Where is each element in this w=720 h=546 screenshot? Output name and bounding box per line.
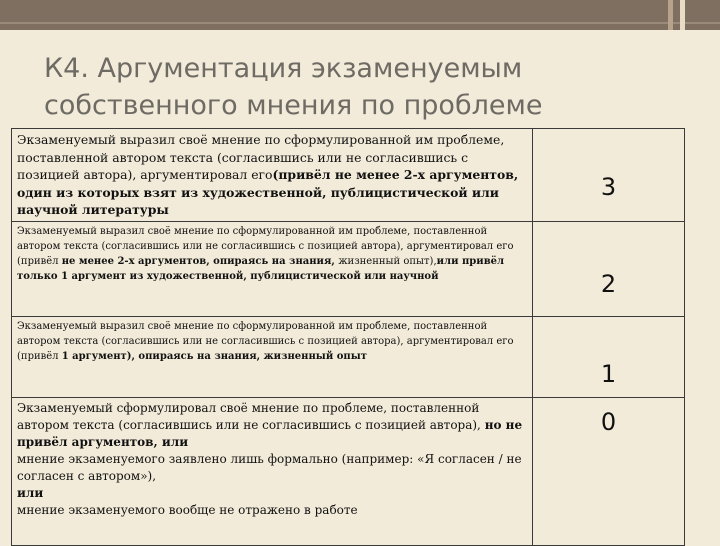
- top-decor-stripe: [668, 0, 673, 30]
- top-decor-line: [0, 22, 720, 24]
- desc-text-bold: или: [17, 485, 44, 500]
- criteria-score: [533, 397, 685, 545]
- criteria-row-1: [12, 316, 685, 397]
- score-value: 0: [600, 407, 617, 436]
- criteria-row-3: [12, 129, 685, 222]
- criteria-score: [533, 221, 685, 316]
- criteria-description: [12, 221, 533, 316]
- criteria-description: [12, 316, 533, 397]
- desc-text-bold: или привёл только 1 аргумент из художественной, публицистической или научной: [17, 255, 505, 282]
- desc-text-bold: (привёл не менее 2-х аргументов, один из которых взят из художественной, публицистической или научной литературы: [17, 167, 519, 217]
- score-value: 1: [600, 359, 617, 388]
- criteria-table: [11, 128, 685, 546]
- criteria-description: [12, 129, 533, 222]
- desc-text: Экзаменуемый выразил своё мнение по сформулированной им проблеме, поставленной автором текста (согласившись или не согласившись с позицией автора), аргументировал его (привёл: [17, 320, 514, 362]
- desc-text-bold: 1 аргумент), опираясь на знания, жизненный опыт: [61, 350, 367, 362]
- slide-title: К4. Аргументация экзаменуемым собственного мнения по проблеме: [44, 53, 543, 121]
- top-decor-stripe-light: [680, 0, 685, 30]
- score-value: 3: [600, 173, 617, 201]
- desc-text: Экзаменуемый выразил своё мнение по сформулированной им проблеме, поставленной автором текста (согласившись или не согласившись с позицией автора), аргументировал его (привёл: [17, 225, 514, 267]
- desc-text: Экзаменуемый сформулировал своё мнение по проблеме, поставленной автором текста (согласившись или не согласившись с позицией автора),: [17, 400, 485, 432]
- desc-text-bold: но не привёл аргументов, или: [17, 417, 523, 449]
- criteria-row-0: [12, 397, 685, 545]
- criteria-row-2: [12, 221, 685, 316]
- top-decor-bar: [0, 0, 720, 30]
- criteria-description: [12, 397, 533, 545]
- score-value: 2: [600, 269, 617, 298]
- criteria-score: [533, 316, 685, 397]
- desc-text-bold: не менее 2-х аргументов, опираясь на знания,: [61, 255, 339, 267]
- desc-text: жизненный опыт),: [338, 255, 437, 267]
- desc-text: мнение экзаменуемого вообще не отражено в работе: [17, 502, 358, 517]
- criteria-score: [533, 129, 685, 222]
- desc-text: мнение экзаменуемого заявлено лишь формально (например: «Я согласен / не согласен с автором»),: [17, 451, 522, 483]
- desc-text: Экзаменуемый выразил своё мнение по сформулированной им проблеме, поставленной автором текста (согласившись или не согласившись с позицией автора), аргументировал его: [17, 132, 505, 182]
